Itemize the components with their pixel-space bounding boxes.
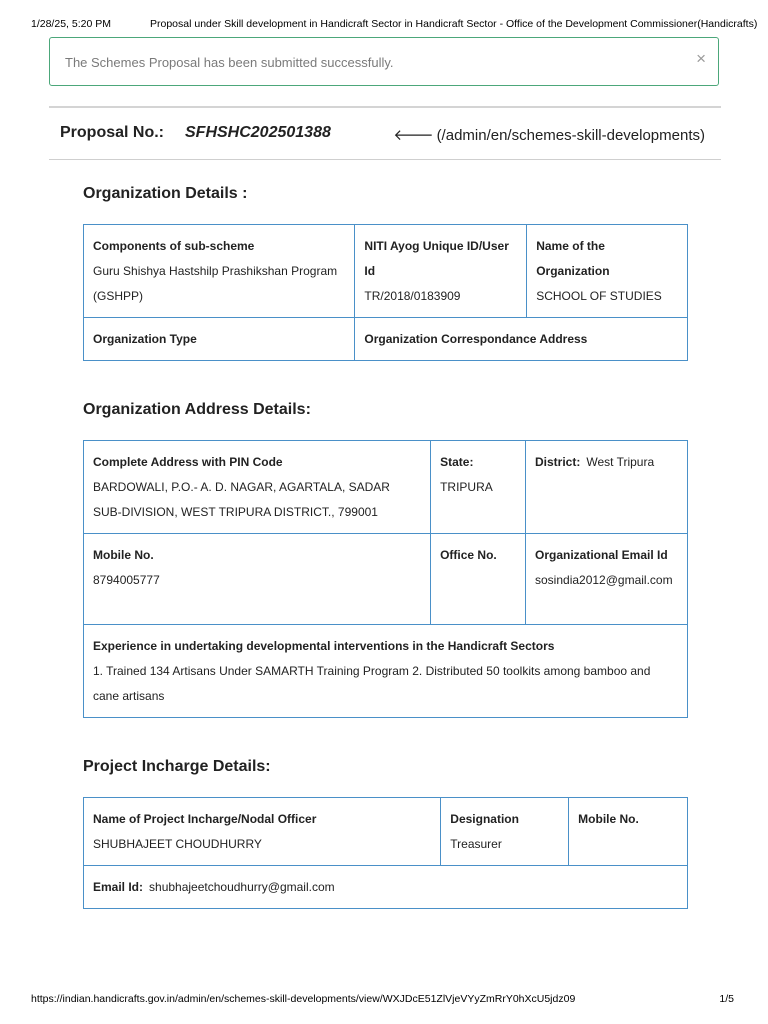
niti-cell — [355, 225, 527, 318]
org-type-label: Organization Type — [93, 332, 197, 346]
alert-message: The Schemes Proposal has been submitted successfully. — [65, 55, 394, 70]
components-cell — [84, 225, 355, 318]
address-details-title: Organization Address Details: — [83, 401, 311, 418]
back-link[interactable] — [393, 125, 705, 144]
address-label: Complete Address with PIN Code — [93, 455, 283, 469]
org-name-cell — [527, 225, 688, 318]
mobile-label: Mobile No. — [93, 548, 154, 562]
experience-value: 1. Trained 134 Artisans Under SAMARTH Training Program 2. Distributed 50 toolkits among bamboo and cane artisans — [93, 664, 651, 703]
address-details-table — [83, 440, 688, 718]
back-arrow-icon: 🡐 — [393, 127, 434, 144]
incharge-mobile-label: Mobile No. — [578, 812, 639, 826]
office-label: Office No. — [440, 548, 497, 562]
state-label: State: — [440, 455, 474, 469]
print-footer — [31, 993, 734, 1007]
organization-details-table — [83, 224, 688, 361]
close-icon[interactable]: × — [696, 49, 706, 68]
org-name-label: Name of the Organization — [536, 239, 610, 278]
incharge-name-cell — [84, 798, 441, 866]
success-alert — [49, 37, 719, 86]
print-header — [31, 18, 758, 32]
experience-cell — [84, 625, 688, 718]
proposal-number: SFHSHC202501388 — [185, 124, 331, 141]
state-value: TRIPURA — [440, 480, 493, 494]
district-label: District: — [535, 455, 581, 469]
print-url: https://indian.handicrafts.gov.in/admin/en/schemes-skill-developments/view/WXJDcE51ZlVjeVYyZmRrY0hXcU5jdz09 — [31, 993, 576, 1005]
org-email-value: sosindia2012@gmail.com — [535, 573, 673, 587]
address-value: BARDOWALI, P.O.- A. D. NAGAR, AGARTALA, SADAR SUB-DIVISION, WEST TRIPURA DISTRICT., 799001 — [93, 480, 390, 519]
components-value: Guru Shishya Hastshilp Prashikshan Program (GSHPP) — [93, 264, 338, 303]
office-cell — [431, 534, 526, 625]
org-email-label: Organizational Email Id — [535, 548, 668, 562]
proposal-header — [60, 124, 710, 146]
incharge-email-value: shubhajeetchoudhurry@gmail.com — [149, 880, 335, 894]
project-incharge-table — [83, 797, 688, 909]
back-link-text: (/admin/en/schemes-skill-developments) — [436, 127, 705, 144]
designation-label: Designation — [450, 812, 519, 826]
address-cell — [84, 441, 431, 534]
experience-label: Experience in undertaking developmental interventions in the Handicraft Sectors — [93, 639, 555, 653]
print-datetime: 1/28/25, 5:20 PM — [31, 18, 111, 30]
incharge-email-cell — [84, 866, 688, 909]
divider — [49, 159, 721, 160]
district-value: West Tripura — [586, 455, 655, 469]
niti-label: NITI Ayog Unique ID/User Id — [364, 239, 509, 278]
print-page-title: Proposal under Skill development in Handicraft Sector in Handicraft Sector - Office of the Development Commissioner(Handicrafts) — [150, 18, 758, 30]
proposal-label: Proposal No.: — [60, 124, 165, 141]
incharge-mobile-cell — [569, 798, 688, 866]
mobile-cell — [84, 534, 431, 625]
district-cell — [526, 441, 688, 534]
incharge-name-label: Name of Project Incharge/Nodal Officer — [93, 812, 317, 826]
organization-details-title: Organization Details : — [83, 185, 248, 202]
mobile-value: 8794005777 — [93, 573, 160, 587]
designation-value: Treasurer — [450, 837, 502, 851]
corr-address-cell — [355, 318, 688, 361]
divider — [49, 106, 721, 108]
niti-value: TR/2018/0183909 — [364, 289, 461, 303]
incharge-name-value: SHUBHAJEET CHOUDHURRY — [93, 837, 262, 851]
org-type-cell — [84, 318, 355, 361]
components-label: Components of sub-scheme — [93, 239, 255, 253]
incharge-email-label: Email Id: — [93, 880, 144, 894]
org-name-value: SCHOOL OF STUDIES — [536, 289, 662, 303]
designation-cell — [441, 798, 569, 866]
project-incharge-title: Project Incharge Details: — [83, 758, 271, 775]
org-email-cell — [526, 534, 688, 625]
corr-address-label: Organization Correspondance Address — [364, 332, 588, 346]
state-cell — [431, 441, 526, 534]
page-number: 1/5 — [719, 993, 734, 1005]
